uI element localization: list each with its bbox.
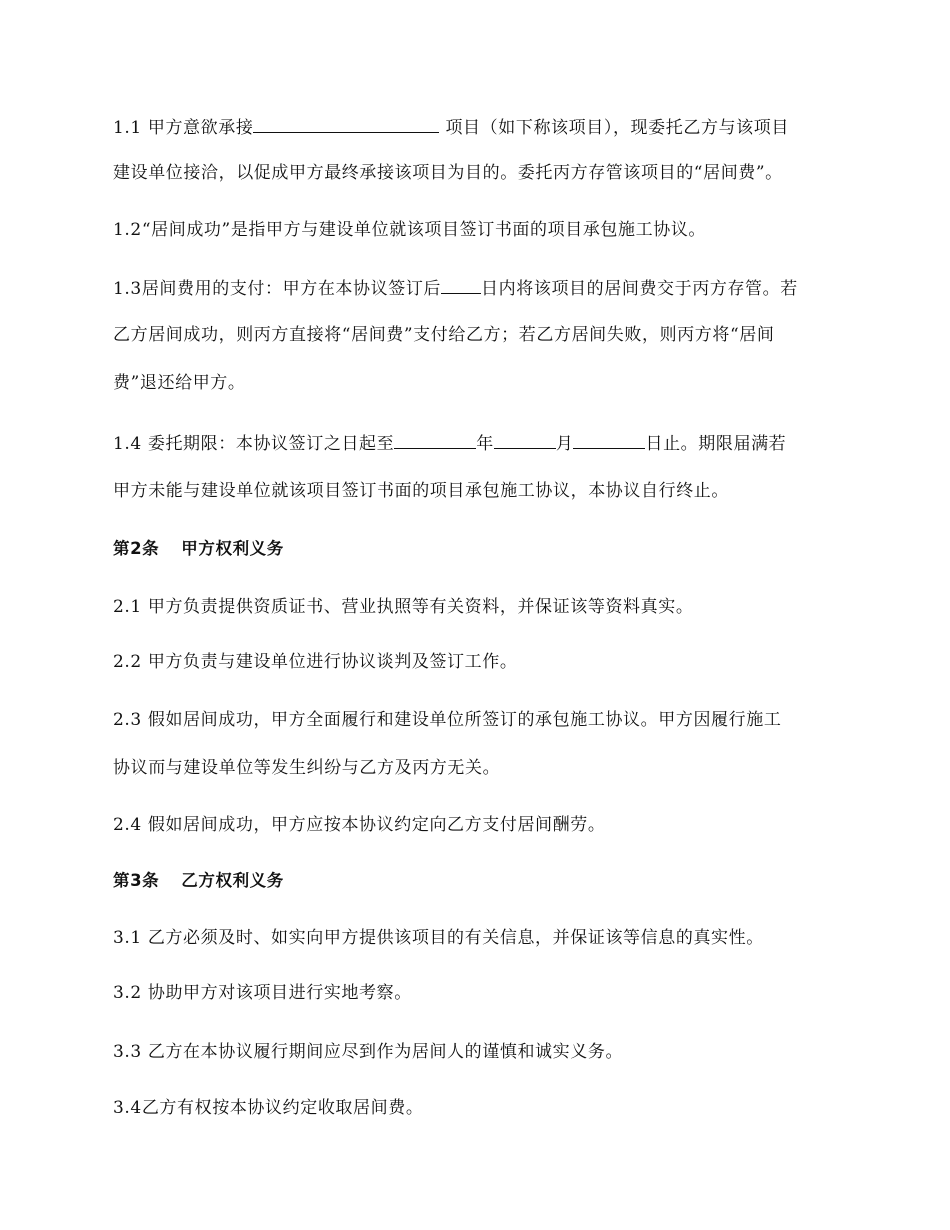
article-2-heading — [113, 537, 843, 561]
day-blank[interactable] — [573, 430, 645, 449]
clause-1-4-suffix: 日止。期限届满若 — [645, 434, 787, 454]
article-3-title: 乙方权利义务 — [181, 871, 284, 890]
month-label: 月 — [555, 434, 574, 454]
clause-1-3-line-3: 费”退还给甲方。 — [113, 373, 246, 393]
clause-1-3-line-1 — [113, 275, 843, 301]
clause-2-3-line-1: 2.3 假如居间成功，甲方全面履行和建设单位所签订的承包施工协议。甲方因履行施工 — [113, 710, 782, 730]
project-name-blank[interactable] — [253, 114, 439, 133]
month-blank[interactable] — [494, 430, 556, 449]
year-label: 年 — [476, 434, 494, 454]
days-blank[interactable] — [441, 275, 481, 294]
clause-1-1-line-1 — [113, 114, 843, 140]
clause-1-2: 1.2“居间成功”是指甲方与建设单位就该项目签订书面的项目承包施工协议。 — [113, 220, 707, 240]
clause-2-2: 2.2 甲方负责与建设单位进行协议谈判及签订工作。 — [113, 652, 518, 672]
clause-1-4-line-1 — [113, 430, 843, 456]
clause-2-4: 2.4 假如居间成功，甲方应按本协议约定向乙方支付居间酬劳。 — [113, 815, 606, 835]
clause-1-1-suffix: 项目（如下称该项目），现委托乙方与该项目 — [439, 118, 789, 138]
article-3-heading — [113, 869, 843, 893]
clause-3-2: 3.2 协助甲方对该项目进行实地考察。 — [113, 983, 412, 1003]
clause-3-4: 3.4乙方有权按本协议约定收取居间费。 — [113, 1098, 424, 1118]
article-2-number: 第2条 — [113, 539, 160, 558]
clause-1-1-prefix: 1.1 甲方意欲承接 — [113, 118, 254, 138]
clause-1-4-prefix: 1.4 委托期限：本协议签订之日起至 — [113, 434, 395, 454]
clause-1-1-line-2: 建设单位接洽，以促成甲方最终承接该项目为目的。委托丙方存管该项目的“居间费”。 — [113, 163, 783, 183]
clause-1-4-line-2: 甲方未能与建设单位就该项目签订书面的项目承包施工协议，本协议自行终止。 — [113, 481, 729, 501]
clause-1-3-line-2: 乙方居间成功，则丙方直接将“居间费”支付给乙方；若乙方居间失败，则丙方将“居间 — [113, 325, 775, 345]
clause-2-1: 2.1 甲方负责提供资质证书、营业执照等有关资料，并保证该等资料真实。 — [113, 597, 694, 617]
clause-1-3-prefix: 1.3居间费用的支付：甲方在本协议签订后 — [113, 279, 442, 299]
clause-3-1: 3.1 乙方必须及时、如实向甲方提供该项目的有关信息，并保证该等信息的真实性。 — [113, 928, 764, 948]
clause-1-3-suffix: 日内将该项目的居间费交于丙方存管。若 — [481, 279, 798, 299]
article-3-number: 第3条 — [113, 871, 160, 890]
clause-3-3: 3.3 乙方在本协议履行期间应尽到作为居间人的谨慎和诚实义务。 — [113, 1042, 624, 1062]
clause-2-3-line-2: 协议而与建设单位等发生纠纷与乙方及丙方无关。 — [113, 758, 501, 778]
article-2-title: 甲方权利义务 — [181, 539, 284, 558]
year-blank[interactable] — [394, 430, 476, 449]
